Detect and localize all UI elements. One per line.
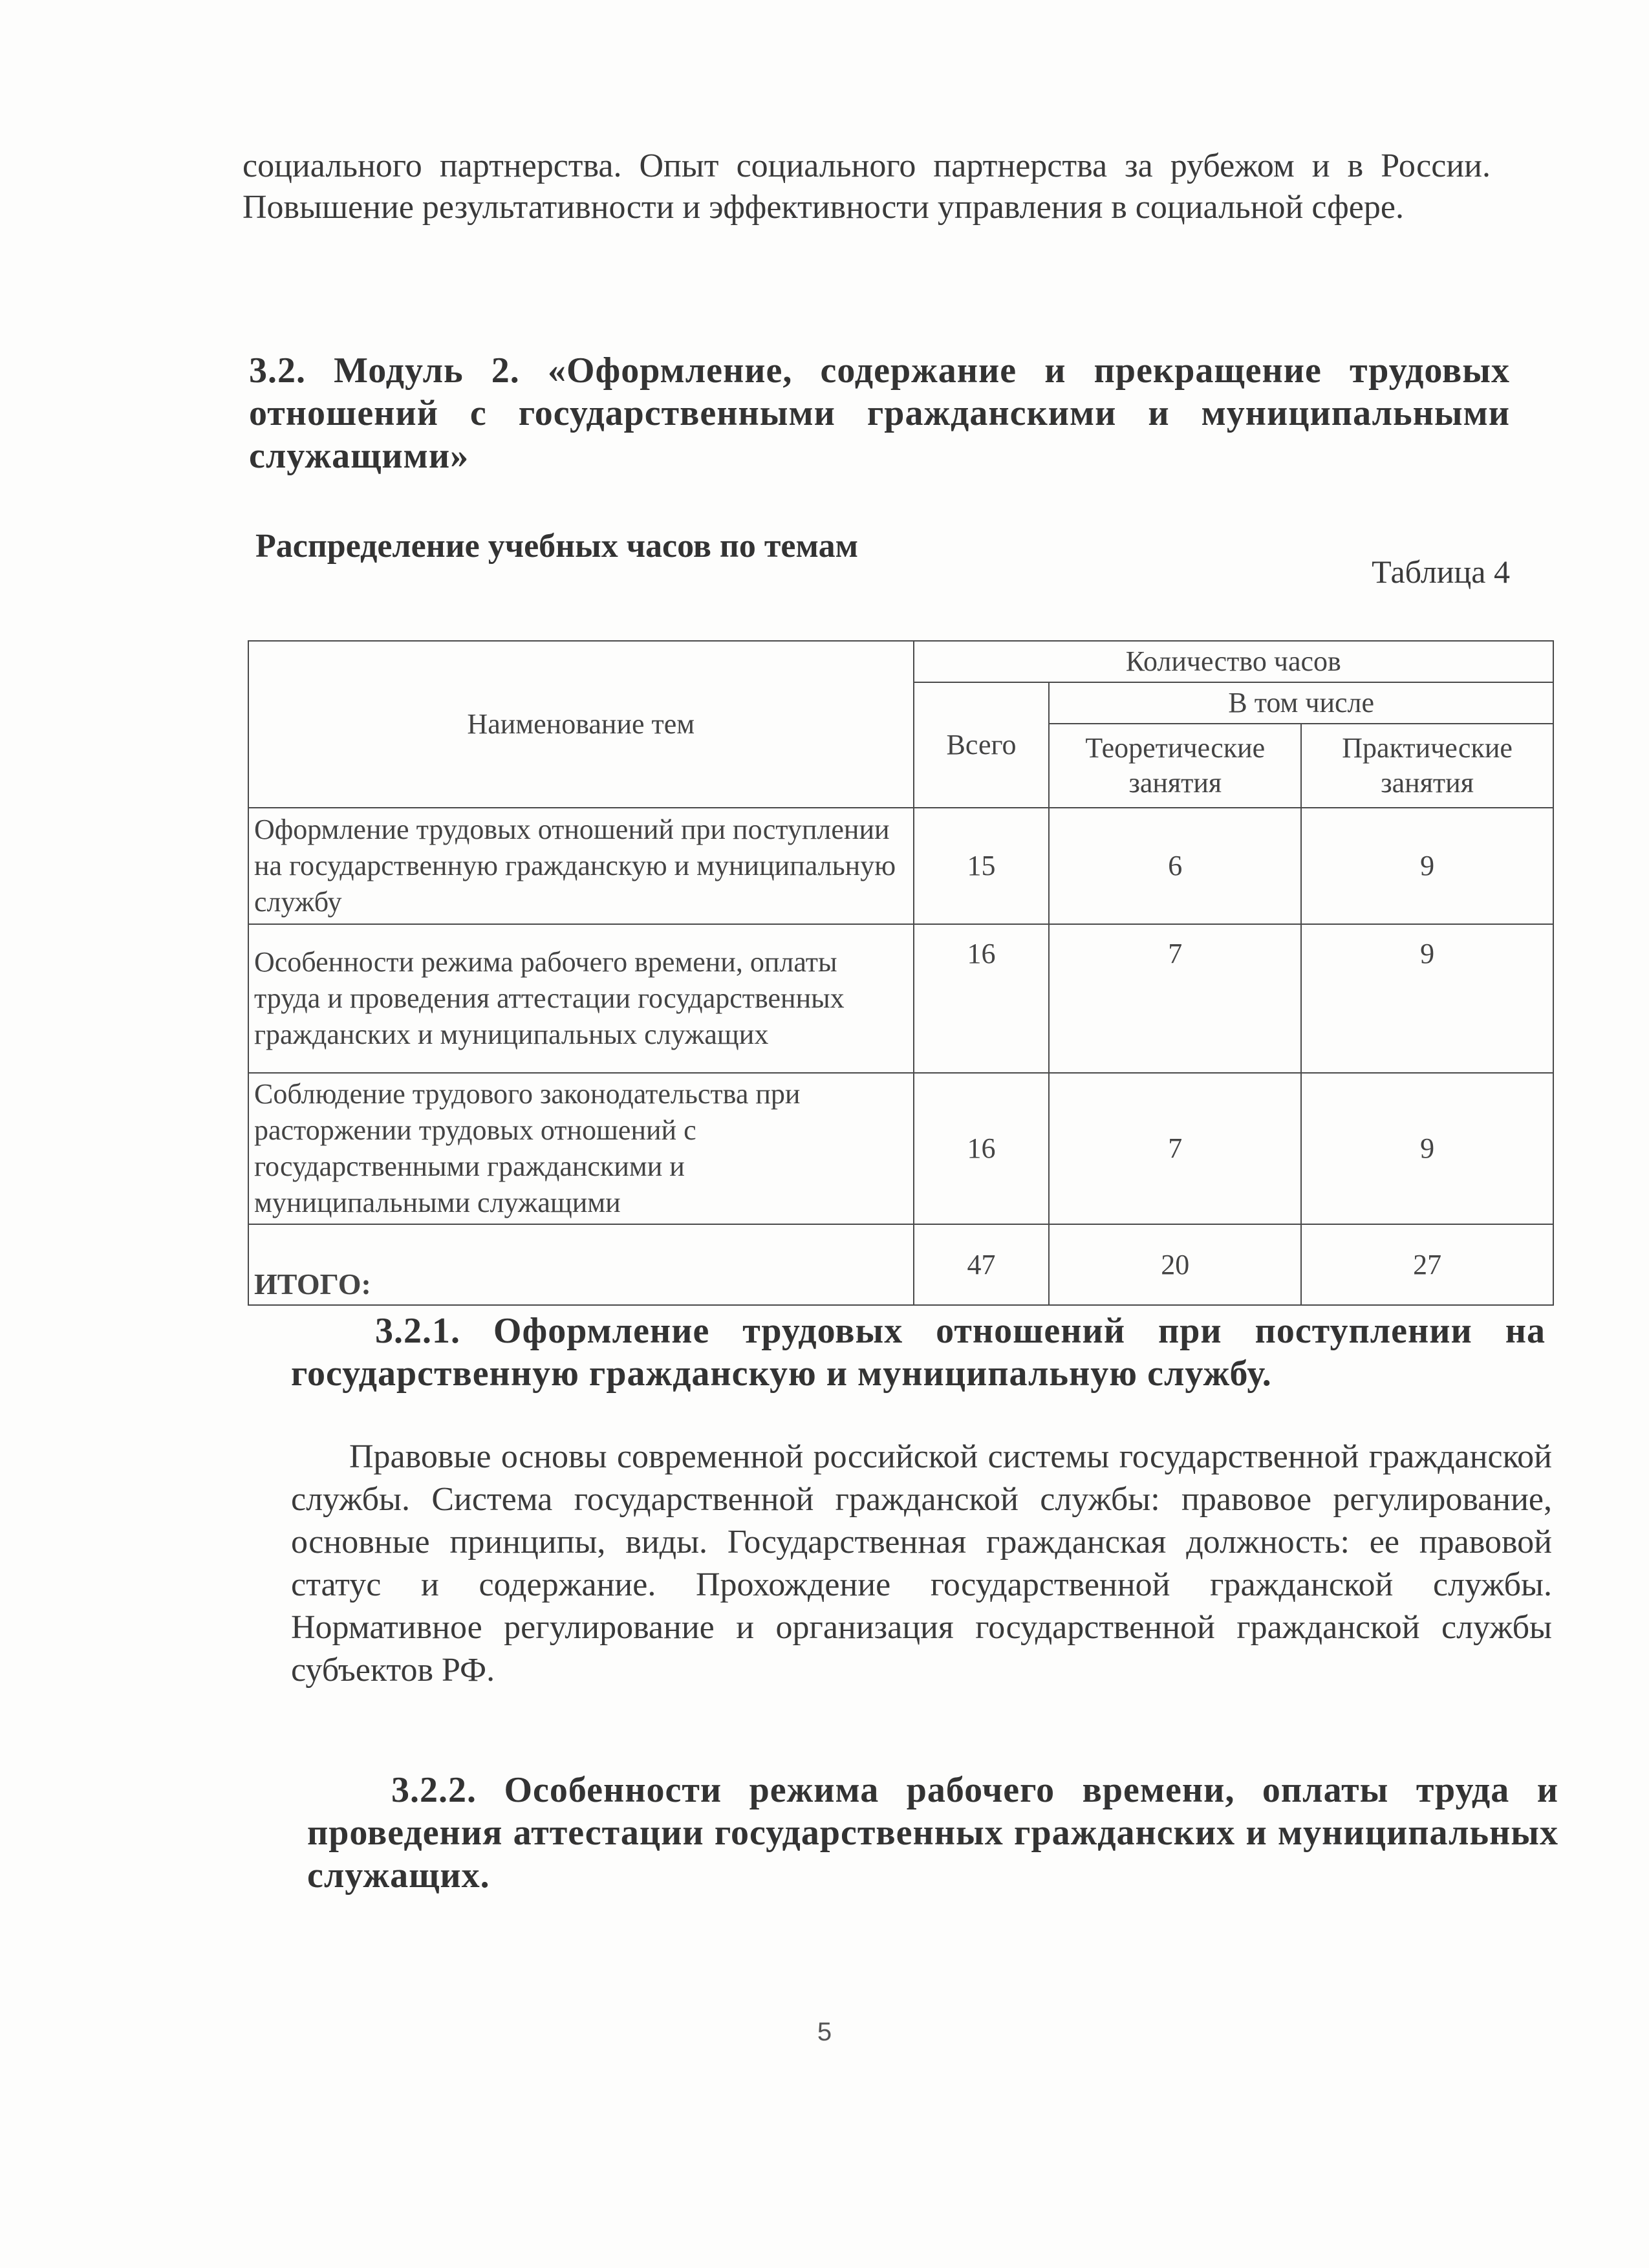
total-all: 47 xyxy=(914,1224,1050,1305)
table-row xyxy=(248,1073,1553,1224)
table-row xyxy=(248,808,1553,924)
header-hours: Количество часов xyxy=(914,641,1553,682)
total-practice: 27 xyxy=(1301,1224,1553,1305)
header-theory: Теоретические занятия xyxy=(1049,724,1301,808)
row-2-theory: 7 xyxy=(1049,924,1301,1073)
row-1-topic: Оформление трудовых отношений при поступлении на государственную гражданскую и муниципальную службу xyxy=(248,808,914,924)
page-number: 5 xyxy=(817,2018,832,2046)
table-total-row xyxy=(248,1224,1553,1305)
row-2-practice: 9 xyxy=(1301,924,1553,1073)
table-row xyxy=(248,924,1553,1073)
section-1-heading: 3.2.1. Оформление трудовых отношений при поступлении на государственную гражданскую и муниципальную службу. xyxy=(291,1311,1546,1394)
module-heading: 3.2. Модуль 2. «Оформление, содержание и прекращение трудовых отношений с государственными гражданскими и муниципальными служащими» xyxy=(249,351,1510,476)
row-1-total: 15 xyxy=(914,808,1050,924)
row-1-practice: 9 xyxy=(1301,808,1553,924)
intro-paragraph: социального партнерства. Опыт социального партнерства за рубежом и в России. Повышение результативности и эффективности управления в социальной сфере. xyxy=(242,147,1491,226)
row-3-theory: 7 xyxy=(1049,1073,1301,1224)
row-2-topic: Особенности режима рабочего времени, оплаты труда и проведения аттестации государственных гражданских и муниципальных служащих xyxy=(248,924,914,1073)
row-2-total: 16 xyxy=(914,924,1050,1073)
total-theory: 20 xyxy=(1049,1224,1301,1305)
header-total: Всего xyxy=(914,682,1050,808)
header-including: В том числе xyxy=(1049,682,1553,724)
total-label: ИТОГО: xyxy=(248,1224,914,1305)
section-2-heading: 3.2.2. Особенности режима рабочего времени, оплаты труда и проведения аттестации государственных гражданских и муниципальных служащих. xyxy=(307,1770,1558,1895)
row-3-total: 16 xyxy=(914,1073,1050,1224)
table-subtitle: Распределение учебных часов по темам xyxy=(255,528,858,565)
row-3-practice: 9 xyxy=(1301,1073,1553,1224)
section-1-body: Правовые основы современной российской системы государственной гражданской службы. Система государственной гражданской службы: правовое регулирование, основные принципы, виды. Государственная гражданская должность: ее правовой статус и содержание. Прохождение государственной гражданской службы. Нормативное регулирование и организация государственной гражданской службы субъектов РФ. xyxy=(291,1438,1552,1689)
row-3-topic: Соблюдение трудового законодательства при расторжении трудовых отношений с государственными гражданскими и муниципальными служащими xyxy=(248,1073,914,1224)
header-practice: Практические занятия xyxy=(1301,724,1553,808)
table-number-label: Таблица 4 xyxy=(1372,554,1510,590)
header-topic: Наименование тем xyxy=(248,641,914,808)
row-1-theory: 6 xyxy=(1049,808,1301,924)
hours-table xyxy=(248,640,1554,1306)
